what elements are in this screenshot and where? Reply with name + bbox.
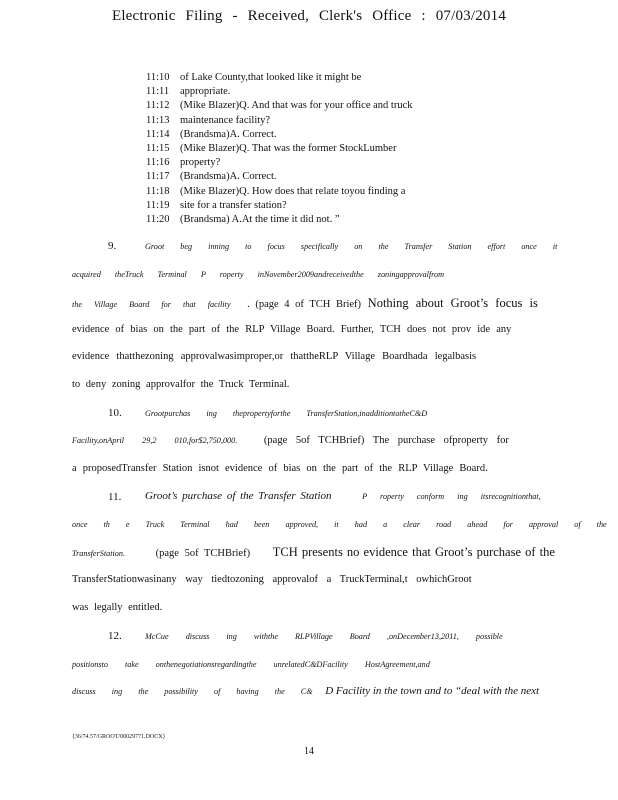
transcript-line-number: 11:17 bbox=[146, 171, 170, 183]
transcript-line-number: 11:20 bbox=[146, 214, 170, 226]
paragraph-12-line-3 bbox=[72, 685, 539, 697]
transcript-line bbox=[146, 156, 412, 170]
paragraph-11-line-3 bbox=[72, 545, 555, 560]
paragraph-11-number: 11. bbox=[108, 491, 122, 503]
paragraph-11-line-1 bbox=[145, 490, 541, 502]
paragraph-12-number: 12. bbox=[108, 630, 122, 642]
transcript-line-text: maintenance facility? bbox=[180, 114, 271, 126]
transcript-line-number: 11:10 bbox=[146, 72, 170, 83]
transcript-line-text: (Brandsma)A. Correct. bbox=[180, 128, 277, 140]
transcript-line-text: (Mike Blazer)Q. That was the former StockLumber bbox=[180, 143, 397, 155]
paragraph-11-line-2: once th e Truck Terminal had been approved, it had a clear road ahead for approval of the bbox=[72, 520, 607, 529]
paragraph-11-line-1-italic: Groot’s purchase of the Transfer Station bbox=[145, 490, 332, 502]
paragraph-12-line-1: McCue discuss ing withthe RLPVillage Board ,onDecember13,2011, possible bbox=[145, 632, 503, 641]
paragraph-11-line-1-rest: P roperty conform ing itsrecognitionthat, bbox=[362, 492, 541, 501]
paragraph-9-line-2: acquired theTruck Terminal P roperty inNovember2009andreceivedthe zoningapprovalfrom bbox=[72, 270, 445, 279]
transcript-line bbox=[146, 142, 412, 156]
paragraph-11-line-3-italic: TransferStation. bbox=[72, 549, 126, 558]
transcript-line bbox=[146, 114, 412, 128]
transcript-line-text: appropriate. bbox=[180, 86, 231, 98]
filing-stamp-header: Electronic Filing - Received, Clerk's Office : 07/03/2014 bbox=[111, 8, 507, 24]
paragraph-9-line-3-italic: the Village Board for that facility bbox=[72, 300, 231, 309]
paragraph-11-line-3-text: TCH presents no evidence that Groot’s purchase of the bbox=[272, 545, 555, 559]
transcript-line bbox=[146, 71, 412, 85]
transcript-line bbox=[146, 199, 412, 213]
transcript-line bbox=[146, 128, 412, 142]
transcript-line-number: 11:16 bbox=[146, 157, 170, 169]
transcript-line-text: (Brandsma) A.At the time it did not. ” bbox=[180, 214, 340, 226]
paragraph-10-line-1: Grootpurchas ing thepropertyforthe TransferStation,inadditiontotheC&D bbox=[145, 409, 428, 418]
transcript-line bbox=[146, 170, 412, 184]
paragraph-12-line-2: positionsto take onthenegotiationsregardingthe unrelatedC&DFacility HostAgreement,and bbox=[72, 660, 430, 669]
transcript-line-text: of Lake County,that looked like it might be bbox=[180, 72, 362, 83]
document-id: {36/74.57/GROOT/00029771.DOCX} bbox=[72, 734, 166, 740]
transcript-line-text: (Mike Blazer)Q. And that was for your office and truck bbox=[180, 100, 413, 112]
paragraph-9-line-4: evidence of bias on the part of the RLP Village Board. Further, TCH does not prov ide any bbox=[72, 324, 512, 335]
transcript-line-text: (Brandsma)A. Correct. bbox=[180, 171, 277, 183]
transcript-line-number: 11:11 bbox=[146, 86, 170, 98]
transcript-line-number: 11:15 bbox=[146, 143, 170, 155]
paragraph-12-line-3-text: D Facility in the town and to “deal with the next bbox=[325, 685, 540, 697]
transcript-line bbox=[146, 185, 412, 199]
paragraph-12-line-3-italic: discuss ing the possibility of having the C& bbox=[72, 687, 313, 696]
page-number: 14 bbox=[304, 746, 314, 757]
transcript-line bbox=[146, 85, 412, 99]
transcript-line-number: 11:13 bbox=[146, 114, 170, 126]
paragraph-11-citation: (page 5of TCHBrief) bbox=[155, 548, 251, 559]
paragraph-10-line-2-text: (page 5of TCHBrief) The purchase ofproperty for bbox=[263, 435, 509, 446]
paragraph-9-line-3-text: Nothing about Groot’s focus is bbox=[367, 296, 538, 310]
transcript-line-number: 11:12 bbox=[146, 100, 170, 112]
paragraph-10-number: 10. bbox=[108, 407, 122, 419]
paragraph-10-line-2-italic: Facility,onApril 29,2 010,for$2,750,000. bbox=[72, 436, 238, 445]
transcript-line-number: 11:14 bbox=[146, 128, 170, 140]
paragraph-10-line-2 bbox=[72, 435, 509, 446]
deposition-transcript bbox=[146, 71, 412, 227]
paragraph-9-line-1: Groot beg inning to focus specifically on the Transfer Station effort once it bbox=[145, 242, 558, 251]
paragraph-10-line-3: a proposedTransfer Station isnot evidence of bias on the part of the RLP Village Board. bbox=[72, 463, 488, 474]
transcript-line-text: site for a transfer station? bbox=[180, 199, 287, 211]
transcript-line-number: 11:18 bbox=[146, 185, 170, 197]
paragraph-11-line-4: TransferStationwasinany way tiedtozoning approvalof a TruckTerminal,t owhichGroot bbox=[72, 574, 472, 585]
transcript-line bbox=[146, 99, 412, 113]
paragraph-9-number: 9. bbox=[108, 240, 117, 252]
transcript-line-number: 11:19 bbox=[146, 199, 170, 211]
transcript-line-text: (Mike Blazer)Q. How does that relate toyou finding a bbox=[180, 185, 406, 197]
transcript-line-text: property? bbox=[180, 157, 221, 169]
paragraph-9-line-3 bbox=[72, 296, 538, 311]
paragraph-9-citation: . (page 4 of TCH Brief) bbox=[247, 299, 362, 310]
paragraph-9-line-5: evidence thatthezoning approvalwasimproper,or thattheRLP Village Boardhada legalbasis bbox=[72, 351, 477, 362]
transcript-line bbox=[146, 213, 412, 227]
paragraph-11-line-5: was legally entitled. bbox=[72, 602, 163, 613]
paragraph-9-line-6: to deny zoning approvalfor the Truck Terminal. bbox=[72, 379, 290, 390]
